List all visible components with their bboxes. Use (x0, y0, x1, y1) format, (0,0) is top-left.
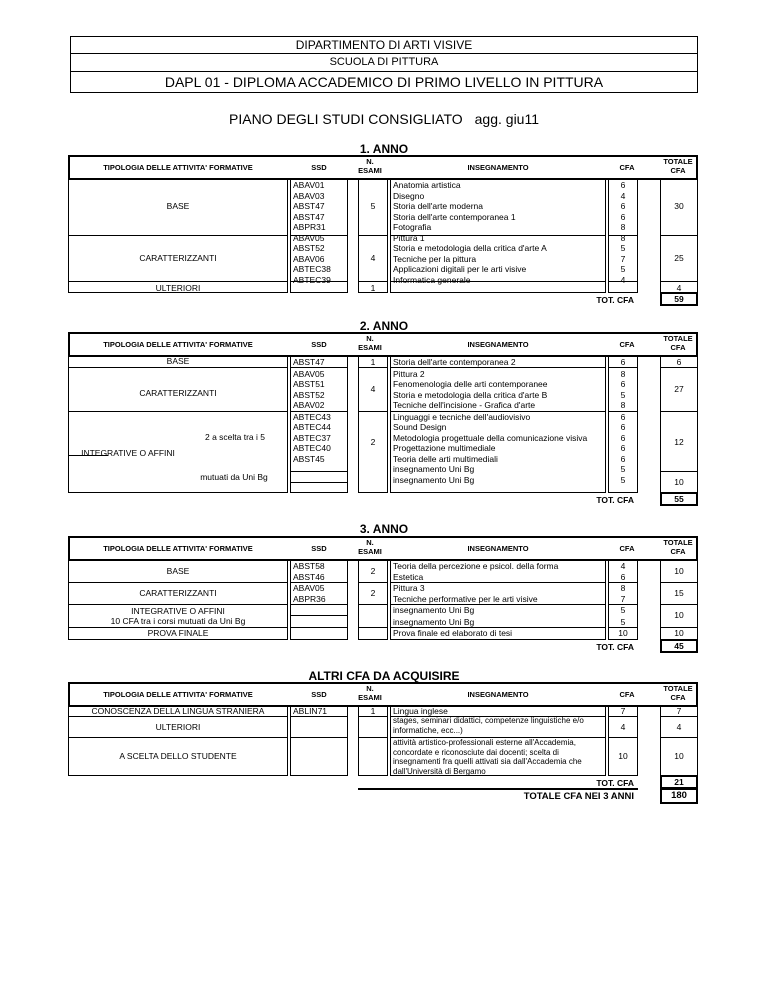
anno3-cat-prova: PROVA FINALE (147, 628, 209, 638)
anno2-tot-caratt: 27 (674, 384, 684, 394)
diploma-title: DAPL 01 - DIPLOMA ACCADEMICO DI PRIMO LIVELLO IN PITTURA (70, 71, 698, 93)
altri-cat-lingua: CONOSCENZA DELLA LINGUA STRANIERA (91, 706, 265, 716)
altri-cfa-lingua: 7 (620, 706, 626, 716)
altri-cfa-scelta: 10 (618, 751, 628, 761)
anno3-cfa-list: 4 6 8 7 5 5 10 (618, 561, 628, 638)
grand-total-label: TOTALE CFA NEI 3 ANNI (523, 791, 634, 802)
anno3-cat-mutuati: 10 CFA tra i corsi mutuati da Uni Bg (110, 616, 246, 626)
anno3-esami-caratt: 2 (370, 588, 376, 598)
anno2-esami-integr: 2 (370, 437, 376, 447)
anno3-tot-value: 45 (674, 641, 684, 651)
altri-tot-scelta: 10 (674, 751, 684, 761)
anno1-esami-box (358, 179, 388, 293)
anno2-tot-base: 6 (676, 357, 682, 367)
anno3-tot-label: TOT. CFA (596, 642, 634, 652)
altri-course-scelta: attività artistico-professionali esterne all'Accademia, concordate e riconosciute dai docenti; scelta di insegnamenti fra quelli attivati sia dall'Accademia che dall'Università di Bergamo (393, 738, 582, 776)
anno2-ssd-list: ABST47 ABAV05 ABST51 ABST52 ABAV02 ABTEC43 ABTEC44 ABTEC37 ABTEC40 ABST45 (293, 357, 331, 464)
col-insegnamento: INSEGNAMENTO (467, 163, 529, 172)
anno1-esami-caratt: 4 (370, 253, 376, 263)
grand-total-value: 180 (671, 790, 687, 801)
anno1-cat-ulteriori: ULTERIORI (155, 283, 201, 293)
anno3-cat-caratterizzanti: CARATTERIZZANTI (139, 588, 217, 598)
anno3-ssd-list: ABST58 ABST46 ABAV05 ABPR36 (293, 561, 326, 604)
anno3-tot-caratt: 15 (674, 588, 684, 598)
anno2-cat-base: BASE (166, 356, 190, 366)
anno2-course-list: Storia dell'arte contemporanea 2 Pittura 2 Fenomenologia delle arti contemporanee Storia e metodologia della critica d'arte B Tecniche dell'incisione - Grafica d'arte Linguaggi e tecniche dell'audiovisivo Sound Design Metodologia progettuale della comunicazione visiva Progettazione multimediale Teoria delle arti multimediali insegnamento Uni Bg insegnamento Uni Bg (393, 357, 588, 485)
anno2-tot-label: TOT. CFA (596, 495, 634, 505)
anno2-cat-scelta: 2 a scelta tra i 5 (204, 432, 265, 442)
anno2-title: 2. ANNO (359, 319, 409, 333)
anno1-cat-caratterizzanti: CARATTERIZZANTI (139, 253, 217, 263)
altri-ssd: ABLIN71 (293, 706, 328, 716)
anno3-cat-integrative: INTEGRATIVE O AFFINI (131, 606, 225, 616)
anno2-esami-caratt: 4 (370, 384, 376, 394)
anno1-tipologia-box (68, 179, 288, 293)
anno2-cfa-list: 6 8 6 5 8 6 6 6 6 6 5 5 (620, 357, 626, 485)
anno3-esami-base: 2 (370, 566, 376, 576)
anno1-totale-box (660, 179, 698, 293)
anno3-tot-base: 10 (674, 566, 684, 576)
altri-title: ALTRI CFA DA ACQUISIRE (308, 669, 460, 683)
anno1-esami-base: 5 (370, 201, 376, 211)
department-title: DIPARTIMENTO DI ARTI VISIVE (70, 36, 698, 54)
anno1-tot-base: 30 (674, 201, 684, 211)
anno2-cat-caratterizzanti: CARATTERIZZANTI (139, 388, 217, 398)
anno1-tot-value: 59 (674, 294, 684, 304)
col-tipologia: TIPOLOGIA DELLE ATTIVITA' FORMATIVE (103, 163, 253, 172)
altri-tot-lingua: 7 (676, 706, 682, 716)
anno2-cat-mutuati: mutuati da Uni Bg (200, 472, 268, 482)
anno1-cfa-list: 6 4 6 6 8 8 5 7 5 4 (620, 180, 626, 285)
altri-cat-scelta: A SCELTA DELLO STUDENTE (119, 751, 237, 761)
altri-esami: 1 (370, 706, 376, 716)
anno2-tot-integr: 12 (674, 437, 684, 447)
anno2-totale-box (660, 356, 698, 493)
anno2-esami-box (358, 356, 388, 493)
anno3-cat-base: BASE (166, 566, 190, 576)
anno1-title: 1. ANNO (359, 142, 409, 156)
anno1-course-list: Anatomia artistica Disegno Storia dell'arte moderna Storia dell'arte contemporanea 1 Fotografia Pittura 1 Storia e metodologia della critica d'arte A Tecniche per la pittura Applicazioni digitali per le arti visive Informatica generale (393, 180, 547, 285)
anno2-cat-integrative: INTEGRATIVE O AFFINI (81, 448, 175, 458)
anno2-tot-value: 55 (674, 494, 684, 504)
altri-course-stages: stages, seminari didattici, competenze linguistiche e/o informatiche, ecc...) (393, 716, 584, 735)
plan-heading (0, 111, 768, 127)
anno1-esami-ult: 1 (370, 283, 376, 293)
anno1-ssd-list: ABAV01 ABAV03 ABST47 ABST47 ABPR31 ABAV05 ABST52 ABAV06 ABTEC38 ABTEC39 (293, 180, 331, 285)
col-esami: N. ESAMI (358, 157, 382, 175)
plan-title: PIANO DEGLI STUDI CONSIGLIATO (229, 111, 463, 127)
anno1-tot-label: TOT. CFA (596, 295, 634, 305)
altri-tot-label: TOT. CFA (596, 778, 634, 788)
anno1-tot-caratt: 25 (674, 253, 684, 263)
anno3-tot-integr: 10 (674, 610, 684, 620)
plan-update: agg. giu11 (474, 111, 539, 127)
anno1-cat-base: BASE (166, 201, 190, 211)
altri-cat-ulteriori: ULTERIORI (155, 722, 201, 732)
anno1-tot-ult: 4 (676, 283, 682, 293)
col-ssd: SSD (311, 163, 327, 172)
anno3-tot-prova: 10 (674, 628, 684, 638)
altri-tot-ulteriori: 4 (676, 722, 682, 732)
altri-course-lingua: Lingua inglese (393, 706, 448, 716)
anno2-esami-base: 1 (370, 357, 376, 367)
altri-cfa-ulteriori: 4 (620, 722, 626, 732)
school-title: SCUOLA DI PITTURA (70, 53, 698, 72)
col-totale: TOTALE CFA (663, 157, 693, 175)
anno3-title: 3. ANNO (359, 522, 409, 536)
anno3-course-list: Teoria della percezione e psicol. della forma Estetica Pittura 3 Tecniche performative per le arti visive insegnamento Uni Bg insegnamento Uni Bg Prova finale ed elaborato di tesi (393, 561, 559, 638)
anno2-tot-mutuati: 10 (674, 477, 684, 487)
col-cfa: CFA (619, 163, 635, 172)
altri-tot-value: 21 (674, 777, 684, 787)
